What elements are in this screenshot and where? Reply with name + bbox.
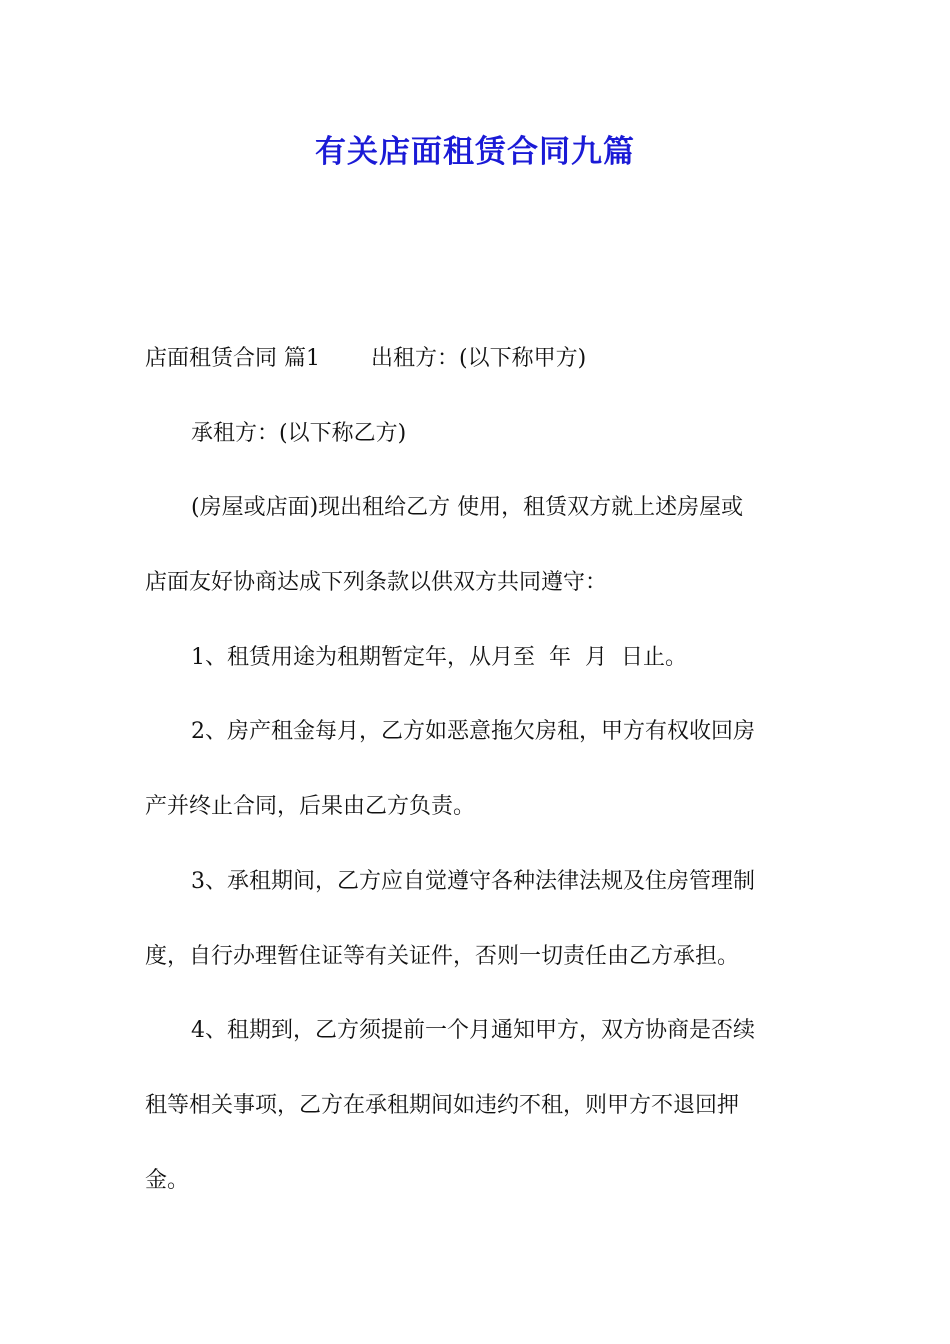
clause-4-end: 金。	[145, 1167, 190, 1193]
document-title: 有关店面租赁合同九篇	[315, 134, 635, 170]
text-line-heading: 店面租赁合同 篇1 出租方：(以下称甲方)	[145, 346, 587, 371]
document-body	[145, 334, 810, 1230]
clause-1: 1、租赁用途为租期暂定年，从月至 年 月 日止。	[191, 644, 687, 670]
text-line-intro-cont: 店面友好协商达成下列条款以供双方共同遵守：	[145, 570, 608, 596]
clause-4: 4、租期到，乙方须提前一个月通知甲方，双方协商是否续	[191, 1018, 755, 1044]
clause-2-cont: 产并终止合同，后果由乙方负责。	[145, 794, 476, 820]
text-line-intro: (房屋或店面)现出租给乙方 使用，租赁双方就上述房屋或	[191, 495, 744, 521]
clause-3-cont: 度，自行办理暂住证等有关证件，否则一切责任由乙方承担。	[145, 943, 740, 969]
clause-2: 2、房产租金每月，乙方如恶意拖欠房租，甲方有权收回房	[191, 719, 755, 745]
clause-4-cont: 租等相关事项，乙方在承租期间如违约不租，则甲方不退回押	[145, 1092, 740, 1118]
clause-3: 3、承租期间，乙方应自觉遵守各种法律法规及住房管理制	[191, 868, 755, 894]
text-line-lessee: 承租方：(以下称乙方)	[191, 420, 407, 446]
